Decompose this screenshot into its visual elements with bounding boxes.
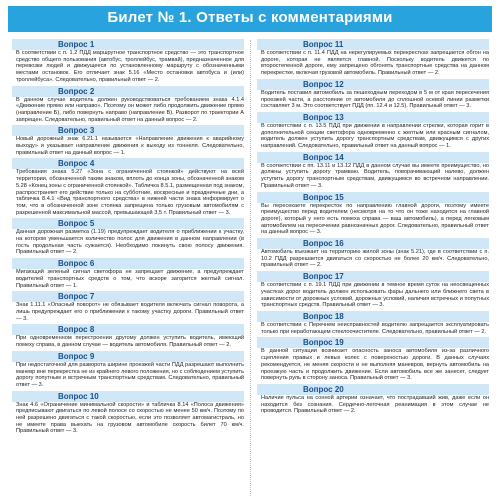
question-block (12, 291, 244, 323)
question-block (12, 351, 244, 390)
page-header (0, 0, 500, 34)
right-column (257, 38, 489, 498)
question-heading: Вопрос 7 (12, 291, 244, 302)
question-block (12, 258, 244, 290)
question-block (12, 158, 244, 217)
question-block (257, 192, 489, 238)
question-block (12, 324, 244, 349)
question-answer-text: При одновременном перестроении другому должен уступить водитель, имеющий помеху справа, в данном случае — водитель автомобиля. Правильный ответ — 2. (16, 335, 244, 349)
question-answer-text: Знак 1.11.1 «Опасный поворот» не обязывает водителя включать сигнал поворота, а лишь предупреждает его о приближении к такому участку дороги. Правильный ответ — 3. (16, 302, 244, 322)
question-heading: Вопрос 2 (12, 86, 244, 97)
question-block (257, 112, 489, 151)
question-block (12, 39, 244, 85)
question-answer-text: В соответствии с п. 13.5 ПДД при движении в направлении стрелки, которая горит в дополнительной секции светофора одновременно с желтым или красным сигналом, водитель должен уступить дорогу транспортным средствам, движущимся с других направлений. Следовательно, правильный ответ на данный вопрос — 1. (261, 122, 489, 150)
question-heading: Вопрос 5 (12, 218, 244, 229)
question-heading: Вопрос 12 (257, 79, 489, 90)
question-block (257, 337, 489, 383)
question-block (12, 391, 244, 437)
question-heading: Вопрос 4 (12, 158, 244, 169)
question-heading: Вопрос 8 (12, 324, 244, 335)
question-heading: Вопрос 1 (12, 39, 244, 50)
question-answer-text: Наличие пульса на сонной артерии означает, что пострадавший жив, даже если он находится без сознания. Сердечно-легочная реанимация в этом случае не проводится. Правильный ответ — 2. (261, 394, 489, 415)
question-block (12, 86, 244, 125)
question-heading: Вопрос 14 (257, 152, 489, 163)
left-column (12, 38, 244, 498)
question-answer-text: Знак 4.6 «Ограничение минимальной скорости» и табличка 8.14 «Полоса движения» предписывают двигаться по левой полосе со скоростью не менее 50 км/ч. Поэтому по ней разрешено двигаться с такой скоростью, если это позволяет автомагистраль, но не имеете права выехать на грузовом автомобиле скорость билет 70 км/ч. Правильный ответ — 3. (16, 401, 244, 435)
question-block (257, 79, 489, 111)
question-heading: Вопрос 11 (257, 39, 489, 50)
question-heading: Вопрос 20 (257, 384, 489, 395)
column-divider (250, 40, 251, 496)
question-heading: Вопрос 18 (257, 311, 489, 322)
question-heading: Вопрос 15 (257, 192, 489, 203)
question-answer-text: Требования знака 5.27 «Зона с ограниченной стоянкой» действуют на всей территории, обозначенной таким знаком, вплоть до конца зоны, обозначенной знаком 5.28 «Конец зоны с ограниченной стоянкой». Табличка 8.5.1, размещенная под знаком, распространяет его действие только на субботние, воскресные и праздничные дни, а табличка 8.4.1 «Вид транспортного средства» в нижней части знака информирует о том, что в обозначенной зоне стоянка запрещена только грузовым автомобилям с разрешенной максимальной массой, превышающей 3,5 т. Правильный ответ — 3. (16, 169, 244, 216)
question-block (12, 218, 244, 257)
question-heading: Вопрос 13 (257, 112, 489, 123)
question-answer-text: В соответствии с Перечнем неисправностей водителю запрещается эксплуатировать только при неработающем стеклоочистителе. Следовательно, правильный ответ — 2. (261, 321, 489, 335)
question-answer-text: Водитель поставил автомобиль за пешеходным переходом в 5 м от края пересечения проезжей части, а расстояние от автомобиля до сплошной осевой линии разметки составляет 3 м. Это соответствует ПДД (пп. 12.4 и 12.5). Правильный ответ — 3. (261, 89, 489, 110)
question-block (257, 152, 489, 191)
question-answer-text: В данной ситуации возникает опасность заноса автомобиля из-за различного сцепления правых и левых колес с поверхностью дороги. В данных случаях рекомендуется, не меняя скорости и не выполняя маневров, вернуть автомобиль на проезжую часть и продолжить движение. Если автомобиль все же занесет, следует повернуть руль в сторону заноса. Правильный ответ — 3. (261, 348, 489, 382)
question-answer-text: В соответствии с п. 11.4 ПДД на нерегулируемых перекрестках запрещается обгон на дороге, которая не является главной. Поскольку водитель движется по второстепенной дороге, ему запрещено обгонять транспортные средства на данном перекрестке, включая грузовой автомобиль. Правильный ответ — 2. (261, 50, 489, 77)
question-answer-text: В данном случае водитель должен руководствоваться требованием знака 4.1.4 «Движение прямо или направо». Поэтому он может либо продолжить движение прямо (направление Б), либо повернуть направо (направление В). Разворот по траектории А запрещен. Следовательно, правильный ответ на данный вопрос — 2. (16, 96, 244, 123)
question-heading: Вопрос 10 (12, 391, 244, 402)
question-heading: Вопрос 17 (257, 271, 489, 282)
question-block (257, 271, 489, 310)
question-block (12, 125, 244, 157)
question-answer-text: В соответствии с пп. 13.11 и 13.12 ПДД в данном случае вы имеете преимущество, но должны уступить дорогу трамваю. Водитель, поворачивающий налево, должен уступить дорогу транспортным средствам, движущимся во встречном направлении. Правильный ответ — 3. (261, 162, 489, 189)
question-answer-text: В соответствии с п. 19.1 ПДД при движении в темное время суток на неосвещенных участках дорог водитель должен использовать фары дальнего или ближнего света в зависимости от дорожных условий, дорожных условий, наличия встречных и попутных транспортных средств. Правильный ответ — 3. (261, 282, 489, 309)
question-heading: Вопрос 6 (12, 258, 244, 269)
question-heading: Вопрос 3 (12, 125, 244, 136)
question-block (257, 311, 489, 336)
page-title: Билет № 1. Ответы с комментариями (107, 9, 393, 26)
question-answer-text: Вы пересекаете перекресток по направлению главной дороги, поэтому имеете преимущество перед водителем (несмотря на то что он тоже находится на главной дороге), который у него есть помеха справа — ваш автомобиль), а перед легковым автомобилем на пересечении равнозначных дорог. Следовательно, правильный ответ на данный вопрос — 3. (261, 202, 489, 236)
question-block (257, 39, 489, 78)
question-answer-text: При недостаточной для разворота ширине проезжей части ПДД разрешают выполнить маневр вне перекрестка не из крайнего левого положения, но с соблюдением уступить дорогу попутным и встречным транспортным средствам. Следовательно, правильный ответ — 3. (16, 361, 244, 388)
question-heading: Вопрос 16 (257, 238, 489, 249)
question-answer-text: В соответствии с п. 1.2 ПДД маршрутное транспортное средство — это транспортное средство общего пользования (автобус, троллейбус, трамвай), предназначенное для перевозки людей и движущееся по установленному маршруту с обозначенными местами остановок. Его отличает знак 5.16 «Место остановки автобуса и (или) троллейбуса». Следовательно, правильный ответ — 2. (16, 50, 244, 83)
question-answer-text: Новый дорожный знак 6.21.1 называется «Направление движения к аварийному выходу» и указывает направление движения к выходу из тоннеля. Следовательно, правильный ответ на данный вопрос — 1. (16, 136, 244, 156)
question-answer-text: Мигающий зеленый сигнал светофора не запрещает движение, а предупреждает водителей транспортных средств о том, что вскоре загорится желтый сигнал. Правильный ответ — 1. (16, 269, 244, 289)
question-block (257, 238, 489, 270)
question-heading: Вопрос 19 (257, 337, 489, 348)
question-answer-text: Автомобиль въезжает на территорию жилой зоны (знак 5.21), где в соответствии с п. 10.2 ПДД разрешается двигаться со скоростью не более 20 км/ч. Следовательно, правильный ответ — 2. (261, 249, 489, 269)
question-block (257, 384, 489, 416)
question-answer-text: Данная дорожная разметка (1.19) предупреждает водителя о приближении к участку, на котором уменьшается количество полос для движения в данном направлении (в гость продольная часть сужается). Необходимо покинуть свою полосу движения. Правильный ответ — 2. (16, 229, 244, 256)
question-heading: Вопрос 9 (12, 351, 244, 362)
